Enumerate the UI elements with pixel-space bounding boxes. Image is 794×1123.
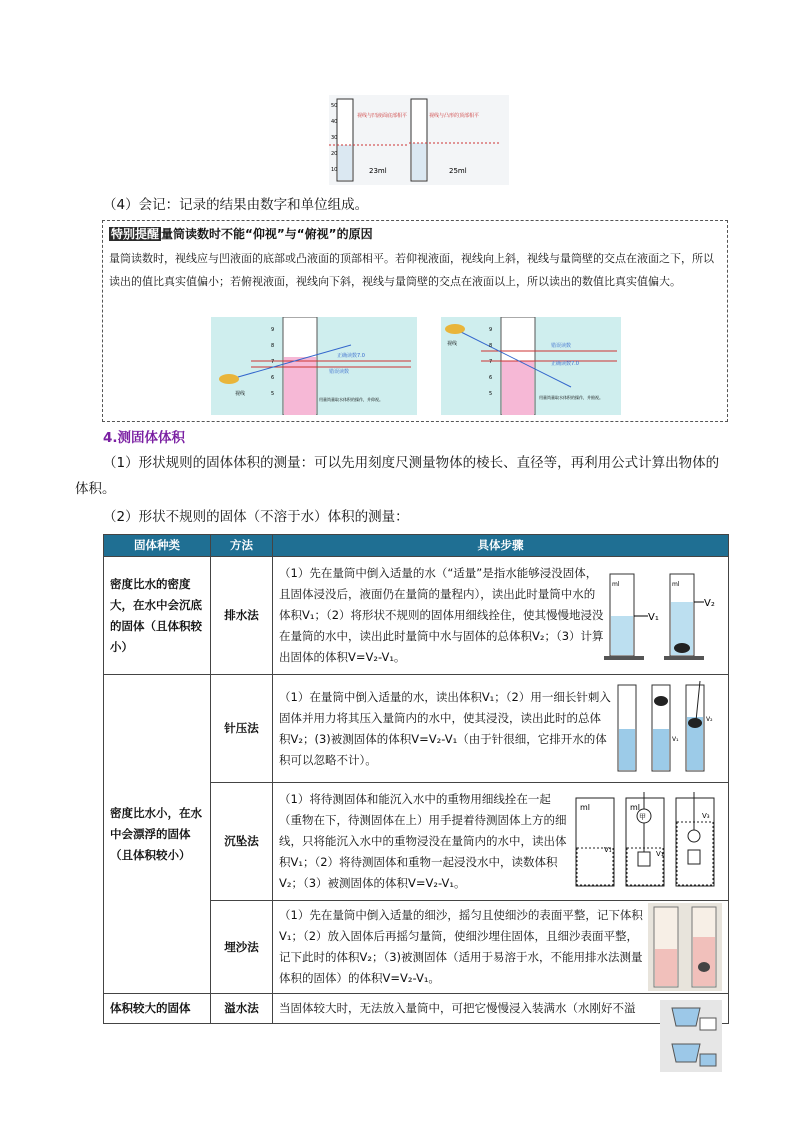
fig-ml-label: ml [672,580,680,588]
fig2-tick: 8 [489,343,493,349]
note-heading [109,225,373,242]
cyl1-tick: 40 [331,119,338,125]
paragraph-regular-solid: （1）形状规则的固体体积的测量：可以先用刻度尺测量物体的棱长、直径等，再利用公式计算出物体的体积。 [75,455,720,497]
steps-text: （1）在量筒中倒入适量的水，读出体积V₁；（2）用一细长针刺入固体并用力将其压入量筒内的水中，使其浸没，读出此时的总体积V₂；(3)被测固体的体积V=V₂-V₁（由于针很细，它排开水的体积可以忽略不计）。 [279,689,611,767]
upward-view-svg [211,317,417,415]
fig-ml-label: ml [630,802,641,812]
note-body: 量筒读数时，视线应与凹液面的底部或凸液面的顶部相平。若仰视液面，视线向上斜，视线与量筒壁的交点在液面之下，所以读出的值比真实值偏小；若俯视液面，视线向下斜，视线与量筒壁的交点在液面以上，所以读出的数值比真实值偏大。 [109,252,714,288]
fig-v2-label: V₂ [706,715,713,723]
steps-text: （1）先在量筒中倒入适量的细沙，摇匀且使细沙的表面平整，记下体积V₁；（2）放入固体后再摇匀量筒，使细沙埋住固体，且细沙表面平整，记下此时的体积V₂；（3)被测固体（适用于易溶于水，不能用排水法测量体积的固体）的体积V=V₂-V₁。 [279,908,643,985]
solid-volume-table [103,534,729,1024]
table-row [104,994,729,1024]
section-heading: 4.测固体体积 [103,430,186,446]
fig2-tick: 6 [489,375,493,381]
fig1-correct: 正确读数7.0 [337,353,365,359]
item-4-text: （4）会记：记录的结果由数字和单位组成。 [103,197,369,213]
sinker-figure [572,792,722,892]
steps-cell [273,901,729,994]
upward-view-figure [211,317,417,415]
method-cell: 溢水法 [211,994,273,1024]
steps-cell: 当固体较大时，无法放入量筒中，可把它慢慢浸入装满水（水刚好不溢 [273,994,729,1024]
fig2-tick: 5 [489,391,493,397]
sand-figure [648,903,722,991]
fig1-eye: 视线 [235,391,246,397]
solid-kind-cell: 密度比水小，在水中会漂浮的固体（且体积较小） [104,675,211,994]
steps-cell [273,557,729,675]
fig2-tick: 7 [489,359,493,365]
table-header: 具体步骤 [273,535,729,557]
table-header-row [104,535,729,557]
fig1-tick: 7 [271,359,275,365]
steps-cell [273,675,729,783]
table-row [104,557,729,675]
fig-jia-label: 甲 [639,812,646,821]
fig1-tick: 6 [271,375,275,381]
steps-text: （1）先在量筒中倒入适量的水（“适量”是指水能够浸没固体，且固体浸没后，液面仍在量筒的量程内），读出此时量筒中水的体积V₁；（2）将形状不规则的固体用细线拴住，使其慢慢地浸没在量筒的水中，读出此时量筒中水与固体的总体积V₂；（3）计算出固体的体积V=V₂-V₁。 [279,566,604,664]
cyl1-tick: 50 [331,103,338,109]
fig1-caption: 用量筒量取水体积的操作，并仰视。 [319,397,383,402]
fig2-eye: 视线 [447,341,458,347]
table-header: 方法 [211,535,273,557]
fig-v3-label: V₃ [702,811,710,820]
fig-v2-label: V₂ [704,597,715,609]
cyl2-label: 视线与凸形的顶部相平 [429,113,480,119]
overflow-figure [660,1000,722,1072]
cyl2-volume: 25ml [449,167,467,175]
solid-kind-cell: 体积较大的固体 [104,994,211,1024]
cyl1-volume: 23ml [369,167,387,175]
reading-cylinders-svg [329,95,509,185]
method-cell: 针压法 [211,675,273,783]
cyl1-tick: 10 [331,167,338,173]
fig2-tick: 9 [489,327,493,333]
steps-text: （1）将待测固体和能沉入水中的重物用细线拴在一起（重物在下，待测固体在上）用手提着待测固体上方的细线，只将能沉入水中的重物浸没在量筒内的水中，读出体积V₁；（2）将待测固体和重物一起浸没水中，读数体积V₂；（3）被测固体的体积V=V₂-V₁。 [279,792,567,890]
fig1-wrong: 错误读数 [329,369,350,375]
table-header: 固体种类 [104,535,211,557]
special-reminder-box [102,220,728,422]
displacement-figure [604,568,722,664]
downward-view-svg [441,317,621,415]
cyl1-tick: 30 [331,135,338,141]
solid-kind-cell: 密度比水的密度大，在水中会沉底的固体（且体积较小） [104,557,211,675]
fig-v1-label: V₁ [672,735,679,743]
fig-ml-label: ml [612,580,620,588]
fig-ml-label: ml [580,802,591,812]
fig1-tick: 5 [271,391,275,397]
note-title: 量筒读数时不能“仰视”与“俯视”的原因 [161,227,373,241]
fig-v1-label: V₁ [604,845,612,854]
needle-press-figure [612,681,722,777]
fig1-tick: 9 [271,327,275,333]
note-tag: 特别提醒 [111,227,160,241]
method-cell: 沉坠法 [211,783,273,901]
cyl1-label: 视线与凹液面底部相平 [357,113,408,119]
steps-cell [273,783,729,901]
fig-v1-label: V₁ [648,611,659,623]
table-row [104,675,729,783]
fig2-wrong: 错误读数 [551,343,572,349]
method-cell: 排水法 [211,557,273,675]
fig-v1-label: V₁ [656,849,664,858]
downward-view-figure [441,317,621,415]
fig1-tick: 8 [271,343,275,349]
method-cell: 埋沙法 [211,901,273,994]
reading-cylinders-figure [329,95,509,185]
paragraph-irregular-solid: （2）形状不规则的固体（不溶于水）体积的测量： [103,509,409,525]
fig2-caption: 用量筒量取水体积的操作，并俯视。 [539,395,603,400]
fig2-correct: 正确读数7.0 [551,361,579,367]
cyl1-tick: 20 [331,151,338,157]
